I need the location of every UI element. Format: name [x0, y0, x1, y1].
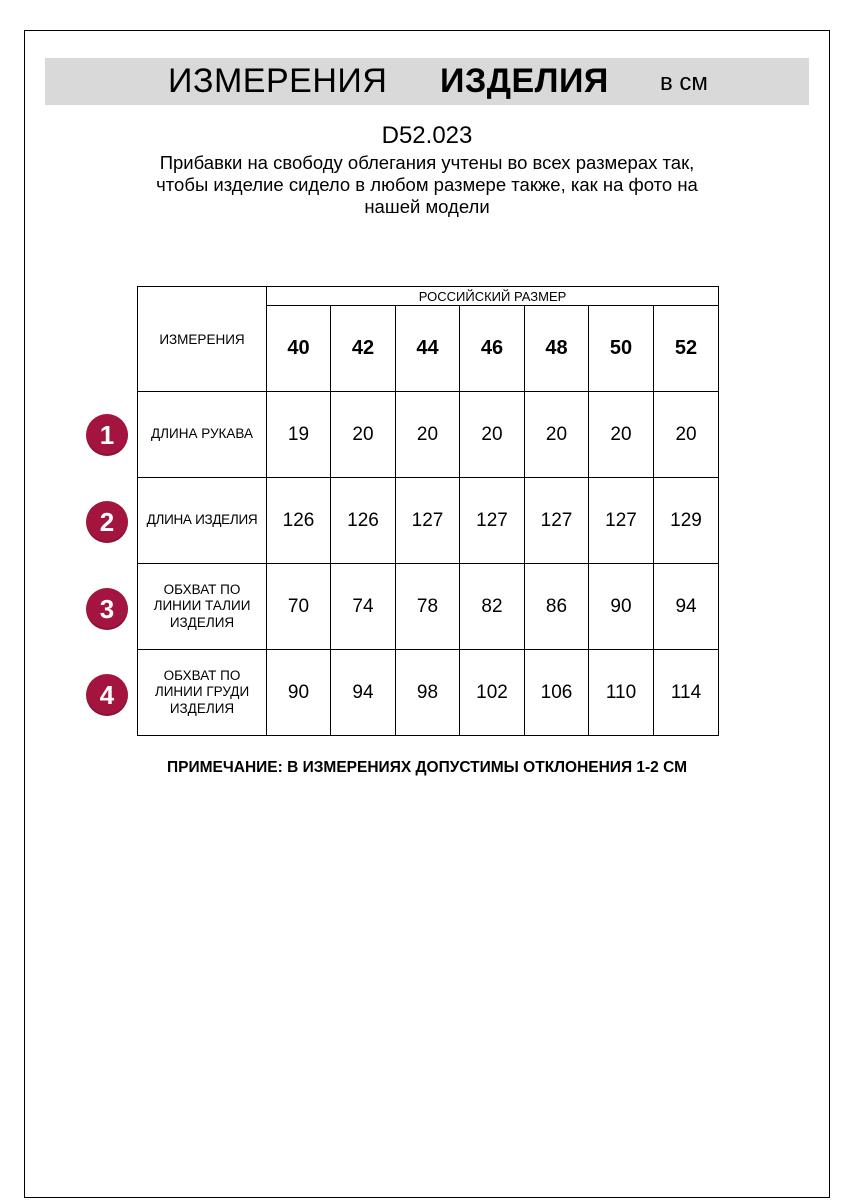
measure-header: ИЗМЕРЕНИЯ — [138, 287, 267, 392]
description-line: Прибавки на свободу облегания учтены во всех размерах так, — [159, 152, 695, 173]
description-line: чтобы изделие сидело в любом размере также, как на фото на — [156, 174, 698, 195]
value-cell: 94 — [331, 650, 396, 736]
table-row-sleeve-length — [138, 392, 719, 478]
value-cell: 127 — [525, 478, 589, 564]
size-table — [137, 286, 719, 736]
row-label — [138, 478, 267, 564]
number-badge-4: 4 — [86, 674, 128, 716]
value-cell: 19 — [267, 392, 331, 478]
value-cell: 110 — [589, 650, 654, 736]
value-cell: 90 — [589, 564, 654, 650]
row-label-line: ЛИНИИ ТАЛИИ — [153, 598, 251, 614]
row-label-line: ИЗДЕЛИЯ — [169, 614, 235, 630]
size-cell: 44 — [396, 306, 460, 392]
size-cell: 46 — [460, 306, 525, 392]
row-label — [138, 392, 267, 478]
value-cell: 78 — [396, 564, 460, 650]
title-product: ИЗДЕЛИЯ — [440, 62, 609, 100]
value-cell: 20 — [589, 392, 654, 478]
size-group-header: РОССИЙСКИЙ РАЗМЕР — [267, 287, 719, 306]
row-label — [138, 564, 267, 650]
value-cell: 129 — [654, 478, 719, 564]
table-row-product-length — [138, 478, 719, 564]
note: ПРИМЕЧАНИЕ: В ИЗМЕРЕНИЯХ ДОПУСТИМЫ ОТКЛОНЕНИЯ 1-2 СМ — [166, 759, 688, 776]
value-cell: 20 — [331, 392, 396, 478]
value-cell: 20 — [525, 392, 589, 478]
value-cell: 74 — [331, 564, 396, 650]
value-cell: 127 — [460, 478, 525, 564]
value-cell: 70 — [267, 564, 331, 650]
value-cell: 102 — [460, 650, 525, 736]
size-cell: 42 — [331, 306, 396, 392]
value-cell: 126 — [331, 478, 396, 564]
value-cell: 20 — [654, 392, 719, 478]
value-cell: 86 — [525, 564, 589, 650]
size-cell: 48 — [525, 306, 589, 392]
row-label-line: ДЛИНА ИЗДЕЛИЯ — [146, 512, 258, 528]
title-measurements: ИЗМЕРЕНИЯ — [168, 62, 388, 100]
value-cell: 20 — [460, 392, 525, 478]
value-cell: 90 — [267, 650, 331, 736]
row-label — [138, 650, 267, 736]
table-header-row — [138, 287, 719, 306]
number-badge-3: 3 — [86, 588, 128, 630]
value-cell: 94 — [654, 564, 719, 650]
row-label-line: ОБХВАТ ПО — [163, 667, 241, 683]
row-label-line: ЛИНИИ ГРУДИ — [154, 684, 250, 700]
value-cell: 127 — [589, 478, 654, 564]
title-unit: в см — [660, 69, 708, 96]
row-label-line: ДЛИНА РУКАВА — [151, 426, 253, 442]
row-label-line: ИЗДЕЛИЯ — [169, 700, 235, 716]
value-cell: 126 — [267, 478, 331, 564]
value-cell: 98 — [396, 650, 460, 736]
description-line: нашей модели — [364, 196, 490, 217]
table-row-waist — [138, 564, 719, 650]
value-cell: 127 — [396, 478, 460, 564]
number-badge-2: 2 — [86, 501, 128, 543]
product-code: D52.023 — [381, 122, 473, 149]
value-cell: 114 — [654, 650, 719, 736]
table-row-chest — [138, 650, 719, 736]
row-label-line: ОБХВАТ ПО — [163, 581, 241, 597]
value-cell: 106 — [525, 650, 589, 736]
number-badge-1: 1 — [86, 414, 128, 456]
size-cell: 40 — [267, 306, 331, 392]
size-cell: 50 — [589, 306, 654, 392]
size-cell: 52 — [654, 306, 719, 392]
description — [140, 152, 714, 218]
value-cell: 20 — [396, 392, 460, 478]
value-cell: 82 — [460, 564, 525, 650]
